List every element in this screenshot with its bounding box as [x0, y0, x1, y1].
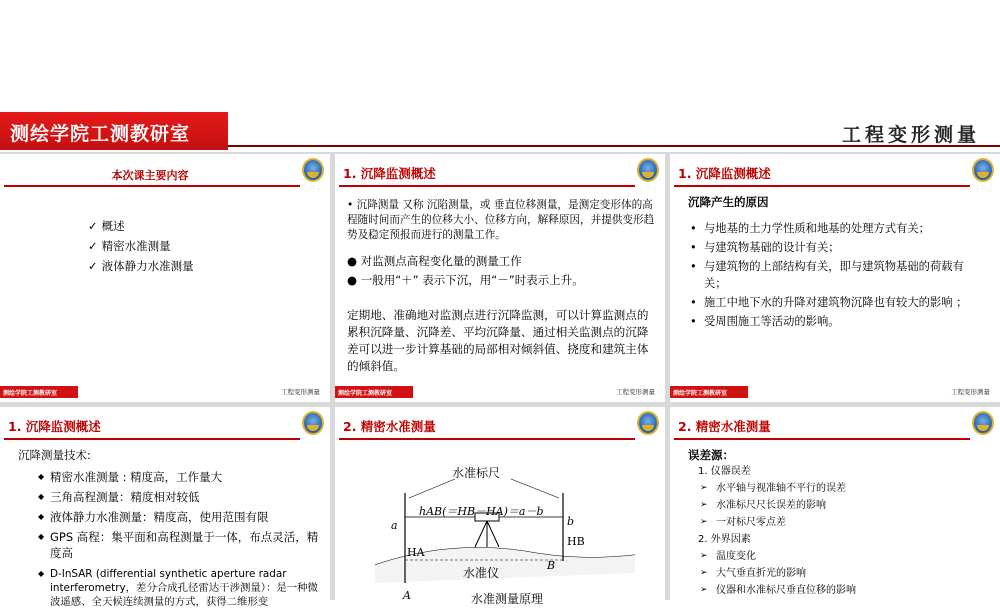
- list-item: ◆ GPS 高程：集平面和高程测量于一体，布点灵活，精度高: [38, 529, 328, 561]
- arrow-bullet-icon: ➢: [700, 483, 708, 493]
- footer-right: 工程变形测量: [951, 388, 990, 396]
- leveling-principle-diagram: [335, 443, 665, 606]
- technique-list: [38, 469, 328, 613]
- definition-paragraph: • 沉降测量 又称 沉陷测量，或 垂直位移测量，是测定变形体的高程随时间而产生的位移大小、位移方向，解释原因，并提供变形趋势及稳定预报而进行的测量工作。: [347, 199, 655, 241]
- diagram-caption: 水准测量原理: [471, 592, 544, 606]
- list-item: • 受周围施工等活动的影响。: [690, 313, 980, 330]
- group-heading: 2. 外界因素: [698, 534, 751, 545]
- height-B: HB: [567, 535, 585, 548]
- university-logo-icon: [637, 158, 659, 182]
- arrow-bullet-icon: ➢: [700, 551, 708, 561]
- arrow-bullet-icon: ➢: [700, 585, 708, 595]
- university-logo-icon: [972, 158, 994, 182]
- title-rule: [674, 438, 970, 440]
- arrow-bullet-icon: ➢: [700, 500, 708, 510]
- title-rule: [674, 185, 970, 187]
- checkmark-icon: ✓: [88, 219, 98, 233]
- slide-thumbnail-4[interactable]: [0, 407, 330, 608]
- slide-footer: [670, 386, 1000, 400]
- slide-thumbnail-6[interactable]: [670, 407, 1000, 600]
- footer-left: 测绘学院工测教研室: [0, 386, 78, 398]
- leader-line: [409, 479, 455, 498]
- list-item: ✓ 液体静力水准测量: [88, 259, 194, 273]
- slide-title: 1. 沉降监测概述: [343, 166, 436, 181]
- slide-footer: [0, 386, 330, 400]
- list-item: ◆ D-InSAR (differential synthetic aperture radar interferometry，差分合成孔径雷达干涉测量）：是一种微波遥感、全天候连续测量的方式，获得二维形变: [38, 567, 328, 609]
- checkmark-icon: ✓: [88, 239, 98, 253]
- reading-a: a: [391, 519, 398, 532]
- list-item: • 与建筑物的上部结构有关，即与建筑物基础的荷载有关；: [690, 258, 980, 292]
- arrow-bullet-icon: ➢: [700, 568, 708, 578]
- formula-label: hAB(＝HB－HA)＝a－b: [419, 505, 544, 518]
- tripod-leg: [475, 521, 487, 547]
- banner-left-title: 测绘学院工测教研室: [0, 112, 228, 150]
- point-B: B: [547, 559, 556, 572]
- title-rule: [339, 438, 635, 440]
- university-logo-icon: [302, 411, 324, 435]
- list-item: • 与建筑物基础的设计有关；: [690, 239, 980, 256]
- error-source-list: [698, 463, 988, 599]
- list-item: ➢ 温度变化: [698, 548, 988, 565]
- footer-right: 工程变形测量: [616, 388, 655, 396]
- slide-subtitle: 误差源：: [688, 448, 734, 462]
- banner-right-title: 工程变形测量: [841, 124, 980, 146]
- slide-thumbnail-1[interactable]: [0, 154, 330, 402]
- list-item: ➢ 一对标尺零点差: [698, 514, 988, 531]
- list-item: • 与地基的土力学性质和地基的处理方式有关；: [690, 220, 980, 237]
- rod-label: 水准标尺: [452, 466, 501, 480]
- header-banner: [0, 112, 1000, 152]
- slide-title: 2. 精密水准测量: [343, 419, 436, 434]
- footer-left: 测绘学院工测教研室: [670, 386, 748, 398]
- list-item: ➢ 大气垂直折光的影响: [698, 565, 988, 582]
- list-item: ◆ 液体静力水准测量：精度高，使用范围有限: [38, 509, 328, 525]
- checkmark-icon: ✓: [88, 259, 98, 273]
- list-item: ➢ 水平轴与视准轴不平行的误差: [698, 480, 988, 497]
- title-rule: [339, 185, 635, 187]
- slide-subtitle: 沉降测量技术:: [18, 448, 91, 462]
- list-item: • 施工中地下水的升降对建筑物沉降也有较大的影响 ；: [690, 294, 980, 311]
- instrument-label: 水准仪: [463, 566, 500, 580]
- reading-b: b: [567, 515, 575, 528]
- slide-title: 1. 沉降监测概述: [8, 419, 101, 434]
- university-logo-icon: [637, 411, 659, 435]
- content-list: [88, 216, 194, 276]
- university-logo-icon: [302, 158, 324, 182]
- slide-title: 本次课主要内容: [111, 169, 189, 182]
- slide-thumbnail-2[interactable]: [335, 154, 665, 402]
- arrow-bullet-icon: ➢: [700, 517, 708, 527]
- title-rule: [4, 185, 300, 187]
- height-A: HA: [407, 546, 425, 559]
- bullet: ● 对监测点高程变化量的测量工作: [347, 254, 522, 268]
- list-item: ◆ 精密水准测量 : 精度高，工作量大: [38, 469, 328, 485]
- explanation-paragraph: 定期地、准确地对监测点进行沉降监测，可以计算监测点的累积沉降量、沉降差、平均沉降量、通过相关监测点的沉降差可以进一步计算基础的局部相对倾斜值、挠度和建筑主体的倾斜值。: [347, 308, 649, 373]
- list-item: ➢ 水准标尺尺长误差的影响: [698, 497, 988, 514]
- bullet: ● 一般用“＋” 表示下沉，用“－”时表示上升。: [347, 273, 584, 287]
- slide-title: 2. 精密水准测量: [678, 419, 771, 434]
- footer-right: 工程变形测量: [281, 388, 320, 396]
- slide-body: [347, 198, 657, 375]
- list-item: ◆ 三角高程测量：精度相对较低: [38, 489, 328, 505]
- slide-thumbnail-5[interactable]: [335, 407, 665, 606]
- title-rule: [4, 438, 300, 440]
- slide-subtitle: 沉降产生的原因: [688, 195, 769, 209]
- slide-title: 1. 沉降监测概述: [678, 166, 771, 181]
- university-logo-icon: [972, 411, 994, 435]
- list-item: ✓ 精密水准测量: [88, 239, 171, 253]
- slide-thumbnail-3[interactable]: [670, 154, 1000, 402]
- point-A: A: [403, 589, 411, 602]
- footer-left: 测绘学院工测教研室: [335, 386, 413, 398]
- cause-list: [690, 220, 980, 332]
- tripod-leg: [487, 521, 499, 547]
- list-item: ✓ 概述: [88, 219, 125, 233]
- group-heading: 1. 仪器误差: [698, 466, 751, 477]
- leader-line: [511, 479, 559, 498]
- list-item: ➢ 仪器和水准标尺垂直位移的影响: [698, 582, 988, 599]
- slide-footer: [335, 386, 665, 400]
